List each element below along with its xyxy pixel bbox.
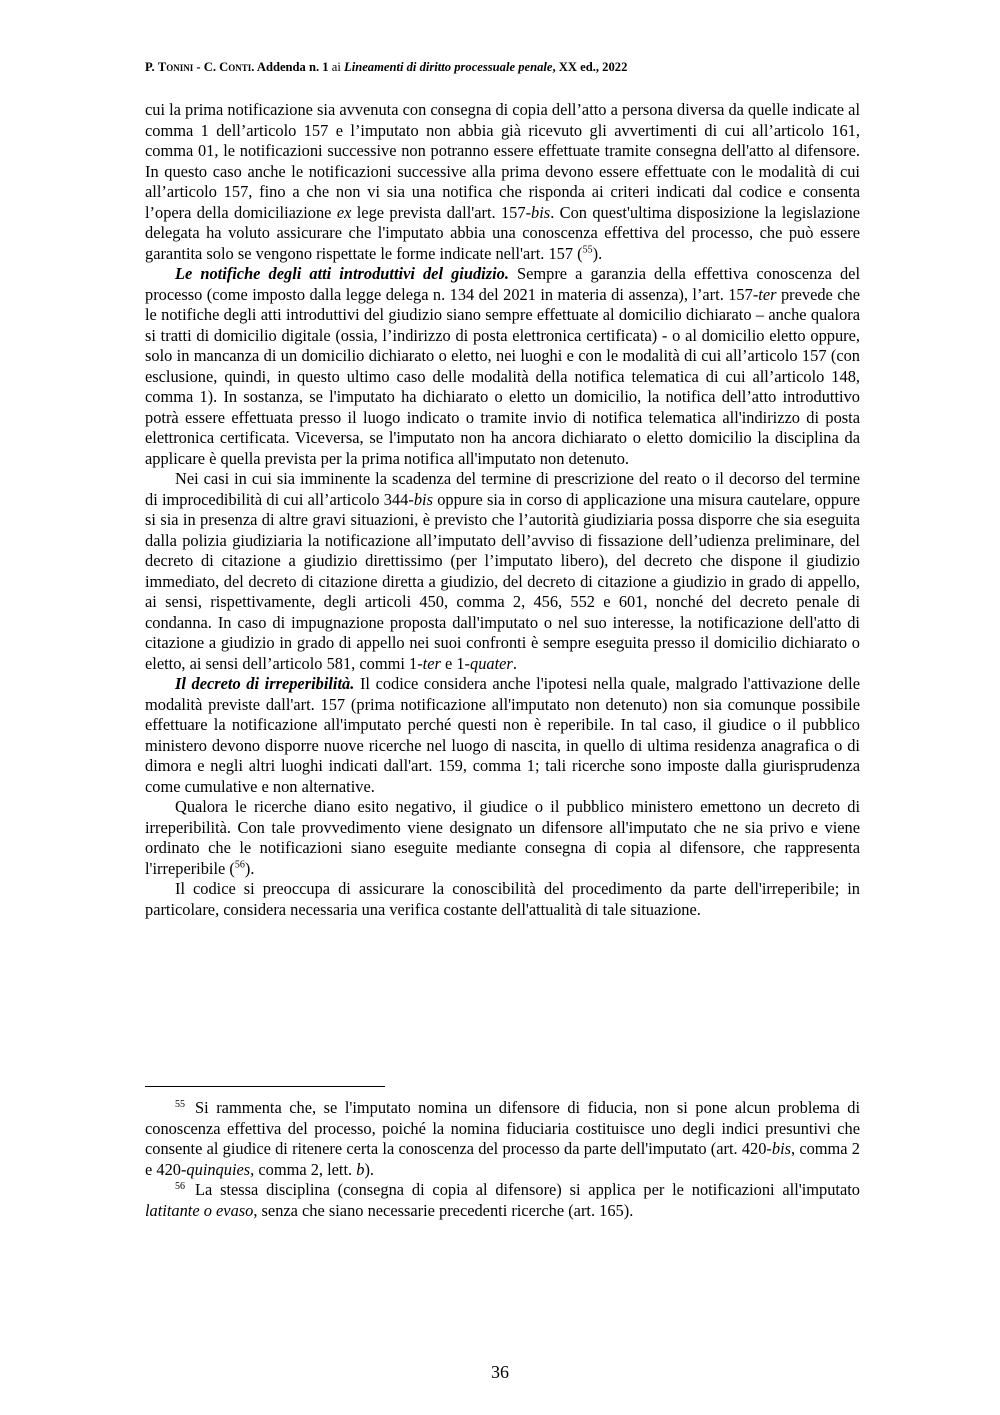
- text-run: Il codice si preoccupa di assicurare la conoscibilità del procedimento da parte dell'irreperibile; in particolare, considera necessaria una verifica costante dell'attualità di tale situazione.: [145, 879, 860, 919]
- italic-run: quinquies: [186, 1159, 251, 1179]
- header-initial: P.: [145, 60, 158, 74]
- section-heading-irreperibilita: Il decreto di irreperibilità.: [175, 674, 355, 693]
- section-heading-notifiche: Le notifiche degli atti introduttivi del giudizio.: [175, 264, 509, 283]
- text-run: La stessa disciplina (consegna di copia al difensore) si applica per le notificazioni all'imputato: [195, 1180, 860, 1199]
- text-run: Il codice considera anche l'ipotesi nella quale, malgrado l'attivazione delle modalità previste dall'art. 157 (prima notificazione all'imputato non detenuto) non sia comunque possibile effettuare la notificazione all'imputato perché questi non è reperibile. In tal caso, il giudice o il pubblico ministero devono disporre nuove ricerche nel luogo di nascita, in quello di ultima residenza anagrafica o di dimora e negli altri luoghi indicati dall'art. 159, comma 1; tali ricerche sono imposte dalla giurisprudenza come cumulative e non alternative.: [145, 674, 860, 796]
- text-run: prevede che le notifiche degli atti introduttivi del giudizio siano sempre effettuate al domicilio dichiarato – anche qualora si tratti di domicilio digitale (ossia, l’indirizzo di posta elettronica certificata) - o al domicilio eletto oppure, solo in mancanza di un domicilio dichiarato o eletto, nei luoghi e con le modalità di cui all’articolo 157 (con esclusione, quindi, in questo ultimo caso delle modalità della notifica telematica di cui all’articolo 148, comma 1). In sostanza, se l'imputato ha dichiarato o eletto un domicilio, la notifica dell’atto introduttivo potrà essere effettuata presso il luogo indicato o tramite invio di notifica telematica all'indirizzo di posta elettronica certificata. Viceversa, se l'imputato non ha ancora dichiarato o eletto domicilio la disciplina da applicare è quella prevista per la prima notifica all'imputato non detenuto.: [145, 284, 861, 468]
- italic-run: ter: [758, 284, 777, 304]
- header-separator: - C.: [193, 60, 220, 74]
- italic-run: ter: [422, 653, 441, 673]
- text-run: ).: [592, 243, 603, 263]
- footnote-55: [145, 1098, 860, 1180]
- text-run: . Con quest'ultima disposizione la legislazione delegata ha voluto assicurare che l'imputato abbia una conoscenza effettiva del processo, che può essere garantita solo se vengono rispettate le forme indicate nell'art. 157 (: [145, 202, 860, 263]
- paragraph-6: [145, 879, 860, 920]
- italic-run: latitante o evaso: [145, 1200, 254, 1220]
- text-run: Si rammenta che, se l'imputato nomina un difensore di fiducia, non si pone alcun problema di conoscenza effettiva del processo, poiché la nomina fiduciaria costituisce uno degli indici presuntivi che consente al giudice di ritenere certa la conoscenza del processo da parte dell'imputato (art. 420-: [145, 1098, 860, 1158]
- italic-run: bis: [771, 1139, 792, 1158]
- header-addenda: . Addenda n. 1: [251, 60, 332, 74]
- text-run: e 1-: [440, 653, 471, 673]
- text-run: Qualora le ricerche diano esito negativo, il giudice o il pubblico ministero emettono un decreto di irreperibilità. Con tale provvedimento viene designato un difensore all'imputato che ne sia privo e viene ordinato che le notificazioni siano eseguite mediante consegna di copia al difensore, che rappresenta l'irreperibile (: [145, 797, 860, 878]
- text-run: ).: [244, 858, 255, 878]
- text-run: , comma 2 e 420-: [145, 1139, 861, 1179]
- italic-run: bis: [531, 202, 551, 222]
- footnote-56: [145, 1180, 860, 1221]
- text-run: ).: [364, 1159, 374, 1179]
- footnote-number: 56: [175, 1180, 185, 1192]
- header-ai: ai: [331, 60, 344, 74]
- header-book-title: Lineamenti di diritto processuale penale: [344, 60, 553, 74]
- text-run: Sempre a garanzia della effettiva conoscenza del processo (come imposto dalla legge delega n. 134 del 2021 in materia di assenza), l’art. 157-: [145, 264, 860, 304]
- footnote-ref-56[interactable]: 56: [234, 859, 245, 871]
- paragraph-4: [145, 674, 860, 797]
- paragraph-5: [145, 797, 860, 879]
- footnote-separator: [145, 1086, 385, 1087]
- page-number: 36: [491, 1362, 509, 1382]
- header-author-1: Tonini: [157, 60, 194, 74]
- footnote-number: 55: [175, 1098, 185, 1110]
- text-run: , senza che siano necessarie precedenti ricerche (art. 165).: [253, 1200, 634, 1220]
- text-run: oppure sia in corso di applicazione una misura cautelare, oppure si sia in presenza di altre gravi situazioni, è previsto che l’autorità giudiziaria possa disporre che sia eseguita dalla polizia giudiziaria la notificazione all’imputato dell’avviso di fissazione dell’udienza preliminare, del decreto di citazione a giudizio direttissimo (per l’imputato libero), del decreto che dispone il giudizio immediato, del decreto di citazione diretta a giudizio, del decreto di citazione a giudizio in grado di appello, ai sensi, rispettivamente, degli articoli 450, comma 2, 456, 552 e 601, nonché del decreto penale di condanna. In caso di impugnazione proposta dall'imputato o nel suo interesse, la notificazione dell'atto di citazione a giudizio in grado di appello nei suoi confronti è sempre eseguita presso il domicilio dichiarato o eletto, ai sensi dell’articolo 581, commi 1-: [145, 489, 861, 673]
- italic-run: bis: [413, 489, 433, 509]
- text-run: cui la prima notificazione sia avvenuta con consegna di copia dell’atto a persona diversa da quelle indicate al comma 1 dell’articolo 157 e l’imputato non abbia già ricevuto gli avvertimenti di cui all’articolo 161, comma 01, le notificazioni successive non potranno essere effettuate tramite consegna dell'atto al difensore. In questo caso anche le notificazioni successive alla prima devono essere effettuate con le modalità di cui all’articolo 157, fino a che non vi sia una notifica che risponda ai criteri indicati dal codice e consenta l’opera della domiciliazione: [145, 100, 860, 222]
- main-text: [145, 100, 860, 920]
- text-run: .: [512, 653, 517, 673]
- footnote-ref-55[interactable]: 55: [582, 244, 593, 256]
- italic-run: b: [356, 1159, 365, 1179]
- italic-run: quater: [470, 653, 513, 673]
- text-run: lege prevista dall'art. 157-: [351, 202, 532, 222]
- footnotes: [145, 1098, 860, 1221]
- paragraph-2: [145, 264, 860, 469]
- text-run: , comma 2, lett.: [250, 1159, 357, 1179]
- header-edition: , XX ed., 2022: [552, 60, 628, 74]
- text-run: Nei casi in cui sia imminente la scadenza del termine di prescrizione del reato o il decorso del termine di improcedibilità di cui all’articolo 344-: [145, 469, 860, 509]
- italic-run: ex: [336, 202, 352, 222]
- running-header: [145, 60, 860, 75]
- header-author-2: Conti: [219, 60, 252, 74]
- paragraph-3: [145, 469, 860, 674]
- paragraph-1: [145, 100, 860, 264]
